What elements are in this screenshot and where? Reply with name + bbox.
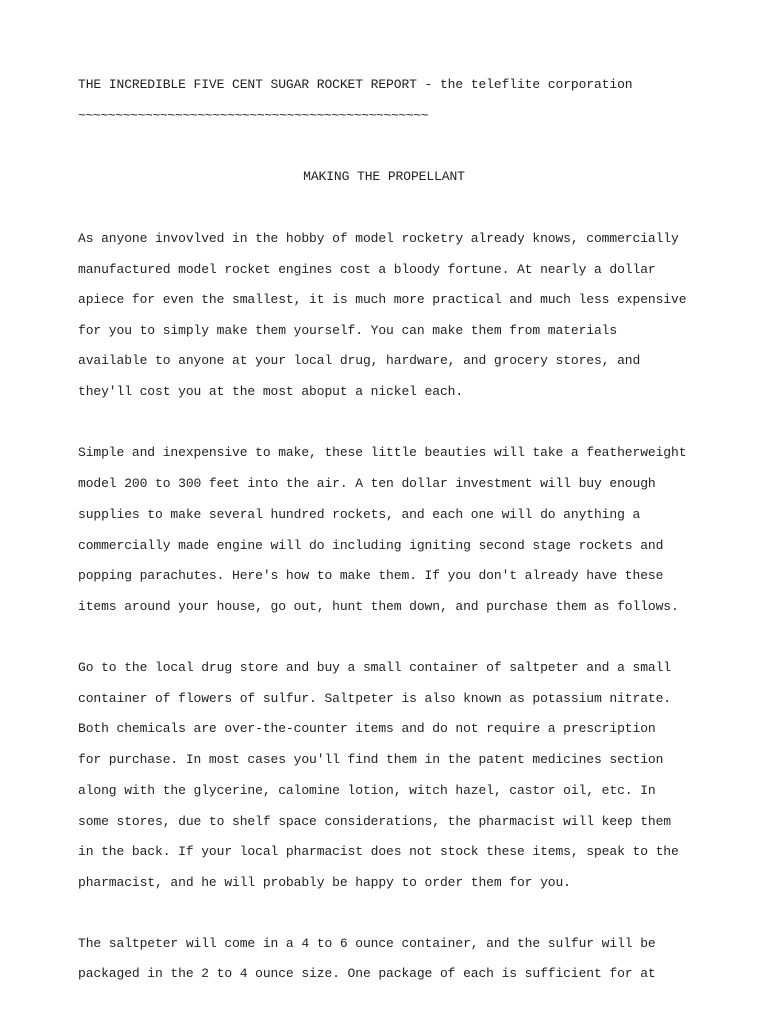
paragraph-line: popping parachutes. Here's how to make them. If you don't already have these (78, 568, 664, 583)
paragraph-line: for purchase. In most cases you'll find them in the patent medicines section (78, 752, 664, 767)
paragraph-line: for you to simply make them yourself. You can make them from materials (78, 323, 618, 338)
section-title: MAKING THE PROPELLANT (303, 169, 465, 184)
paragraph-line: available to anyone at your local drug, hardware, and grocery stores, and (78, 353, 641, 368)
paragraph-line: model 200 to 300 feet into the air. A ten dollar investment will buy enough (78, 476, 656, 491)
paragraph-line: they'll cost you at the most aboput a nickel each. (78, 384, 464, 399)
paragraph-line: Go to the local drug store and buy a small container of saltpeter and a small (78, 660, 671, 675)
document-header: THE INCREDIBLE FIVE CENT SUGAR ROCKET REPORT - the teleflite corporation (78, 77, 633, 92)
paragraph-line: supplies to make several hundred rockets, and each one will do anything a (78, 507, 641, 522)
paragraph-line: As anyone invovlved in the hobby of model rocketry already knows, commercially (78, 231, 679, 246)
paragraph-line: along with the glycerine, calomine lotion, witch hazel, castor oil, etc. In (78, 783, 656, 798)
paragraph-line: container of flowers of sulfur. Saltpeter is also known as potassium nitrate. (78, 691, 671, 706)
paragraph-line: The saltpeter will come in a 4 to 6 ounce container, and the sulfur will be (78, 936, 656, 951)
paragraph-line: Simple and inexpensive to make, these little beauties will take a featherweight (78, 445, 687, 460)
paragraph-line: commercially made engine will do including igniting second stage rockets and (78, 538, 664, 553)
paragraph-line: pharmacist, and he will probably be happy to order them for you. (78, 875, 571, 890)
paragraph-line: manufactured model rocket engines cost a bloody fortune. At nearly a dollar (78, 262, 656, 277)
paragraph-line: items around your house, go out, hunt them down, and purchase them as follows. (78, 599, 679, 614)
paragraph-line: in the back. If your local pharmacist does not stock these items, speak to the (78, 844, 679, 859)
paragraph-line: apiece for even the smallest, it is much more practical and much less expensive (78, 292, 687, 307)
paragraph-line: Both chemicals are over-the-counter items and do not require a prescription (78, 721, 656, 736)
header-divider: ~~~~~~~~~~~~~~~~~~~~~~~~~~~~~~~~~~~~~~~~~~~~~~~ (78, 108, 429, 123)
paragraph-line: some stores, due to shelf space considerations, the pharmacist will keep them (78, 814, 671, 829)
paragraph-line: packaged in the 2 to 4 ounce size. One package of each is sufficient for at (78, 966, 656, 981)
